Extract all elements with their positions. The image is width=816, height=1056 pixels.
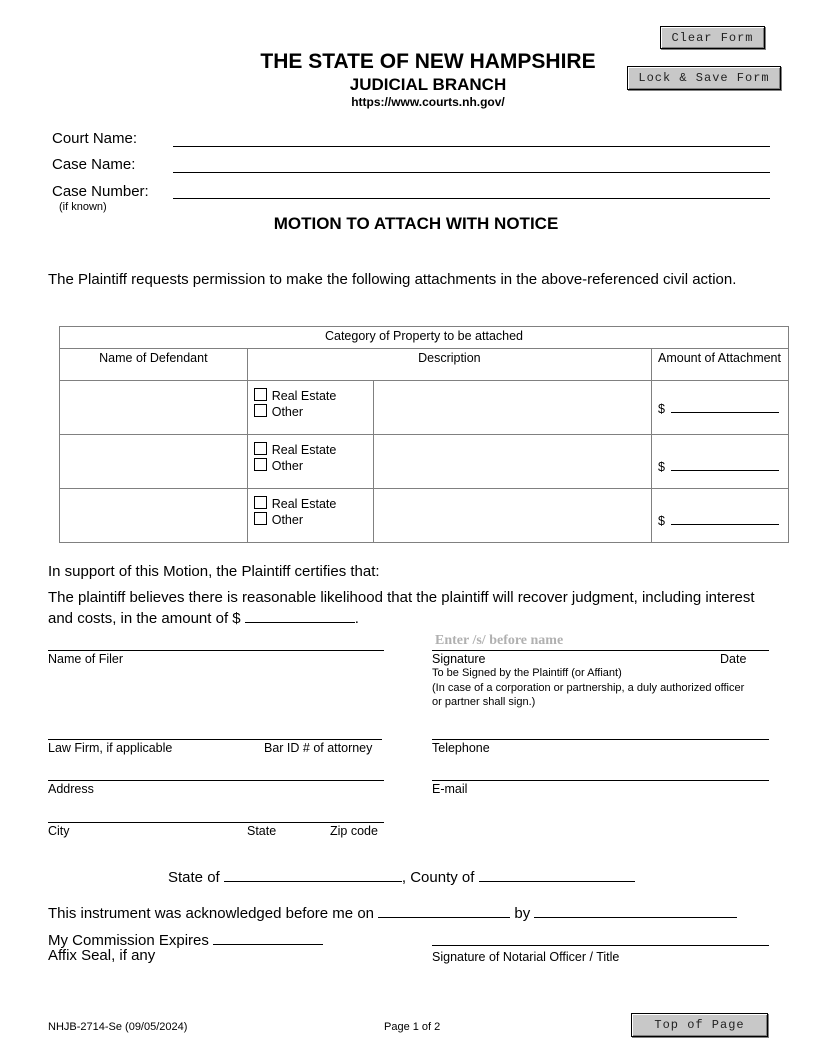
attachment-table: [59, 326, 789, 543]
defendant-cell[interactable]: [60, 489, 248, 543]
judgment-amount-field[interactable]: [245, 607, 355, 623]
court-name-field[interactable]: [173, 146, 770, 147]
support-paragraph: [48, 589, 768, 628]
notary-county-field[interactable]: [479, 866, 635, 882]
date-label: Date: [720, 652, 747, 666]
table-row: [60, 381, 789, 435]
table-row: [60, 435, 789, 489]
form-id: NHJB-2714-Se (09/05/2024): [48, 1021, 188, 1033]
signed-by-note: To be Signed by the Plaintiff (or Affiant): [432, 667, 622, 679]
description-cell[interactable]: [373, 435, 651, 489]
defendant-cell[interactable]: [60, 381, 248, 435]
dollar-sign: $: [658, 514, 665, 528]
case-name-field[interactable]: [173, 172, 770, 173]
notary-signature-label: Signature of Notarial Officer / Title: [432, 950, 620, 964]
real-estate-checkbox[interactable]: [254, 388, 267, 401]
clear-form-button[interactable]: Clear Form: [660, 26, 765, 49]
county-of-label: , County of: [401, 869, 475, 886]
branch-heading: JUDICIAL BRANCH: [349, 75, 507, 94]
notary-signature-field[interactable]: [432, 945, 769, 946]
other-checkbox[interactable]: [254, 404, 267, 417]
category-header: Category of Property to be attached: [60, 327, 789, 349]
commission-label: My Commission Expires: [48, 932, 209, 949]
description-cell[interactable]: [373, 489, 651, 543]
email-label: E-mail: [432, 782, 468, 796]
dollar-sign: $: [658, 402, 665, 416]
name-of-filer-label: Name of Filer: [48, 652, 124, 666]
court-url: https://www.courts.nh.gov/: [351, 95, 505, 109]
real-estate-label: Real Estate: [271, 443, 337, 457]
law-firm-field[interactable]: [48, 739, 382, 740]
city-label: City: [48, 824, 70, 838]
state-label: State: [247, 824, 277, 838]
real-estate-checkbox[interactable]: [254, 442, 267, 455]
other-label: Other: [271, 513, 303, 527]
acknowledged-line: [48, 902, 737, 922]
other-label: Other: [271, 459, 303, 473]
bar-id-label: Bar ID # of attorney: [264, 741, 373, 755]
support-intro: In support of this Motion, the Plaintiff certifies that:: [48, 563, 380, 580]
intro-paragraph: The Plaintiff requests permission to make the following attachments in the above-referenced civil action.: [48, 271, 737, 288]
amount-field[interactable]: [671, 458, 779, 471]
amount-field[interactable]: [671, 512, 779, 525]
real-estate-label: Real Estate: [271, 497, 337, 511]
commission-expires-field[interactable]: [213, 929, 323, 945]
acknowledged-by-field[interactable]: [534, 902, 737, 918]
lock-save-form-button[interactable]: Lock & Save Form: [627, 66, 781, 90]
state-heading: THE STATE OF NEW HAMPSHIRE: [260, 50, 596, 73]
acknowledged-label: This instrument was acknowledged before me on: [48, 905, 375, 922]
zip-label: Zip code: [330, 824, 378, 838]
address-field[interactable]: [48, 780, 384, 781]
real-estate-label: Real Estate: [271, 389, 337, 403]
description-cell[interactable]: [373, 381, 651, 435]
signature-placeholder[interactable]: Enter /s/ before name: [435, 633, 564, 648]
by-label: by: [514, 905, 531, 922]
table-row: [60, 489, 789, 543]
col-defendant-header: Name of Defendant: [60, 349, 248, 381]
page-number: Page 1 of 2: [384, 1021, 441, 1033]
state-county-line: [168, 866, 635, 886]
if-known-note: (if known): [59, 201, 107, 213]
top-of-page-button[interactable]: Top of Page: [631, 1013, 768, 1037]
form-title: MOTION TO ATTACH WITH NOTICE: [273, 214, 559, 233]
acknowledged-date-field[interactable]: [378, 902, 510, 918]
other-label: Other: [271, 405, 303, 419]
case-number-field[interactable]: [173, 198, 770, 199]
city-state-zip-field[interactable]: [48, 822, 384, 823]
support-text: The plaintiff believes there is reasonable likelihood that the plaintiff will recover judgment, including interest and costs, in the amount of $: [48, 589, 755, 627]
telephone-field[interactable]: [432, 739, 769, 740]
amount-field[interactable]: [671, 400, 779, 413]
support-period: .: [354, 610, 359, 627]
signature-field[interactable]: [432, 650, 769, 651]
other-checkbox[interactable]: [254, 512, 267, 525]
corporation-note: (In case of a corporation or partnership, a duly authorized officer or partner shall sign.): [432, 682, 745, 708]
address-label: Address: [48, 782, 94, 796]
email-field[interactable]: [432, 780, 769, 781]
other-checkbox[interactable]: [254, 458, 267, 471]
col-description-header: Description: [247, 349, 651, 381]
affix-seal-label: Affix Seal, if any: [48, 947, 156, 964]
col-amount-header: Amount of Attachment: [652, 349, 789, 381]
name-of-filer-field[interactable]: [48, 650, 384, 651]
dollar-sign: $: [658, 460, 665, 474]
defendant-cell[interactable]: [60, 435, 248, 489]
state-of-label: State of: [168, 869, 220, 886]
telephone-label: Telephone: [432, 741, 490, 755]
real-estate-checkbox[interactable]: [254, 496, 267, 509]
commission-line: [48, 929, 323, 949]
case-number-label: Case Number:: [52, 183, 149, 200]
law-firm-label: Law Firm, if applicable: [48, 741, 173, 755]
court-name-label: Court Name:: [52, 130, 138, 147]
signature-label: Signature: [432, 652, 486, 666]
notary-state-field[interactable]: [224, 866, 402, 882]
case-name-label: Case Name:: [52, 156, 136, 173]
